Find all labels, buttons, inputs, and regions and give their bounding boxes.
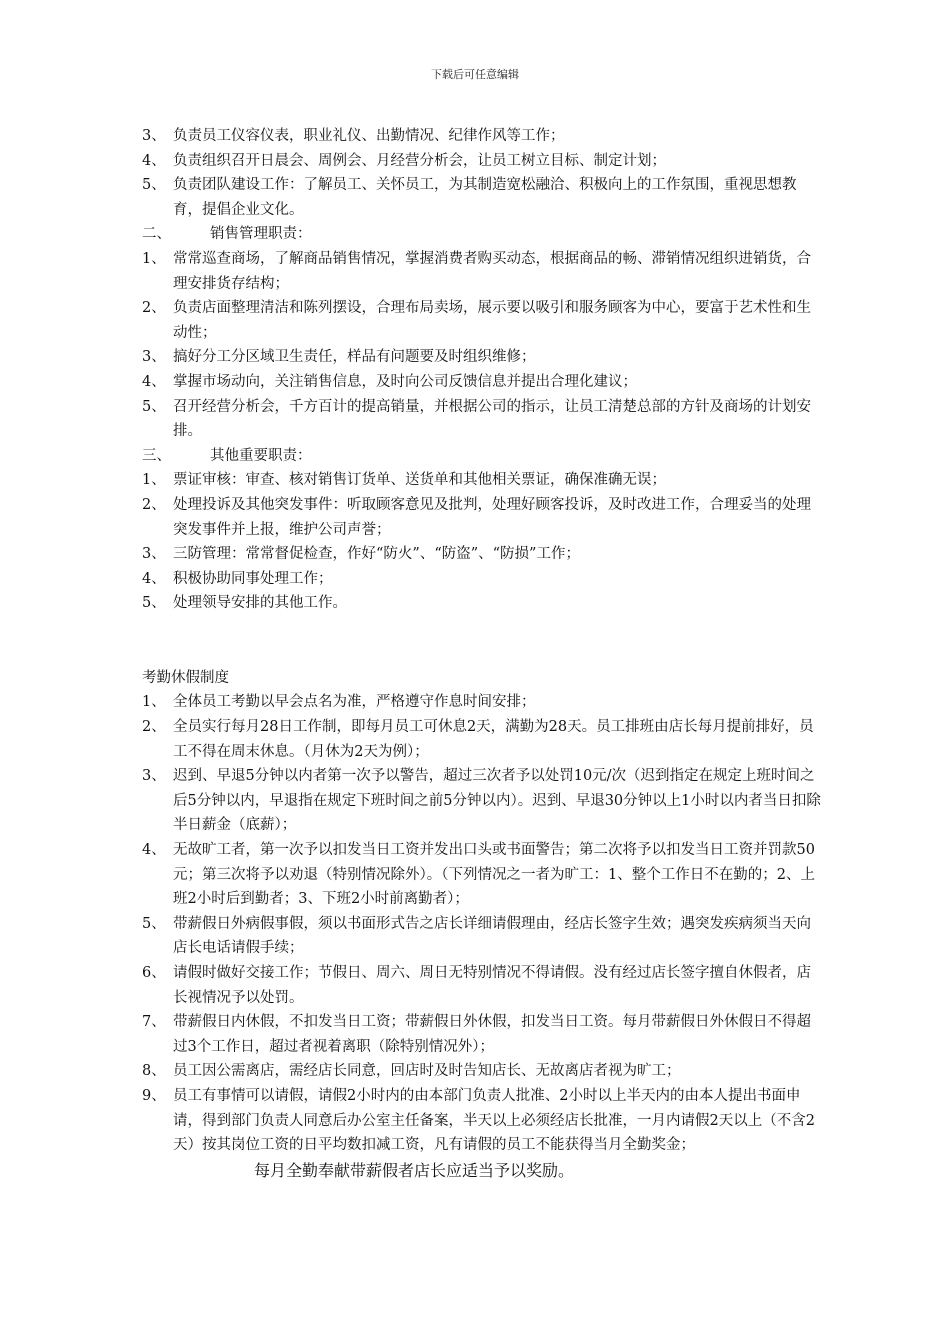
item-text: 带薪假日内休假，不扣发当日工资；带薪假日外休假，扣发当日工资。每月带薪假日外休假日不得超过3个工作日，超过者视着离职（除特别情况外）； <box>173 1014 811 1055</box>
item-text: 常常巡查商场，了解商品销售情况，掌握消费者购买动态，根据商品的畅、滞销情况组织进销货，合理安排货存结构； <box>173 250 811 292</box>
section-title: 其他重要职责： <box>210 447 312 464</box>
list-item <box>142 124 822 149</box>
list-item <box>142 370 822 395</box>
item-text: 迟到、早退5分钟以内者第一次予以警告，超过三次者予以处罚10元/次（迟到指定在规定上班时间之后5分钟以内，早退指在规定下班时间之前5分钟以内）。迟到、早退30分钟以上1小时以内者当日扣除半日薪金（底薪）； <box>173 768 821 834</box>
item-number: 4、 <box>142 570 166 587</box>
item-text: 员工有事情可以请假，请假2小时内的由本部门负责人批准、2小时以上半天内的由本人提出书面申请，得到部门负责人同意后办公室主任备案，半天以上必须经店长批准，一月内请假2天以上（不含2天）按其岗位工资的日平均数扣减工资，凡有请假的员工不能获得当月全勤奖金； <box>173 1087 815 1154</box>
section-heading-other <box>142 444 822 469</box>
list-item <box>142 468 822 493</box>
item-text: 带薪假日外病假事假，须以书面形式告之店长详细请假理由，经店长签字生效；遇突发疾病须当天向店长电话请假手续； <box>173 915 811 957</box>
list-item <box>142 149 822 174</box>
item-number: 1、 <box>142 472 166 489</box>
item-number: 8、 <box>142 1063 166 1080</box>
page-header: 下载后可任意编辑 <box>431 68 519 81</box>
list-item <box>142 591 822 616</box>
item-number: 3、 <box>142 768 166 785</box>
item-number: 4、 <box>142 373 166 390</box>
list-item <box>142 345 822 370</box>
item-number: 9、 <box>142 1087 166 1104</box>
item-text: 票证审核：审查、核对销售订货单、送货单和其他相关票证，确保准确无误； <box>173 472 666 489</box>
item-number: 1、 <box>142 694 166 711</box>
list-item <box>142 567 822 592</box>
list-item <box>142 493 822 542</box>
list-item <box>142 912 822 961</box>
section-heading-sales <box>142 222 822 247</box>
section-number: 三、 <box>142 447 171 464</box>
item-text: 负责员工仪容仪表，职业礼仪、出勤情况、纪律作风等工作； <box>173 128 565 144</box>
item-text: 掌握市场动向，关注销售信息，及时向公司反馈信息并提出合理化建议； <box>173 373 637 390</box>
item-number: 5、 <box>142 915 166 932</box>
list-item <box>142 395 822 444</box>
section-title: 销售管理职责： <box>210 226 312 243</box>
item-number: 5、 <box>142 177 166 194</box>
closing-note: 每月全勤奉献带薪假者店长应适当予以奖励。 <box>254 1160 575 1180</box>
item-text: 召开经营分析会，千方百计的提高销量，并根据公司的指示，让员工清楚总部的方针及商场的计划安排。 <box>173 398 811 440</box>
list-item <box>142 690 822 715</box>
item-text: 请假时做好交接工作；节假日、周六、周日无特别情况不得请假。没有经过店长签字擅自休假者，店长视情况予以处罚。 <box>173 965 811 1006</box>
item-text: 全员实行每月28日工作制，即每月员工可休息2天，满勤为28天。员工排班由店长每月提前排好，员工不得在周末休息。（月休为2天为例）； <box>173 719 814 760</box>
item-number: 2、 <box>142 719 166 736</box>
document-body <box>142 124 822 1184</box>
item-number: 5、 <box>142 595 166 612</box>
item-text: 员工因公需离店，需经店长同意，回店时及时告知店长、无故离店者视为旷工； <box>173 1063 681 1080</box>
item-text: 负责店面整理清洁和陈列摆设，合理布局卖场，展示要以吸引和服务顾客为中心，要富于艺术性和生动性； <box>173 300 811 341</box>
item-number: 2、 <box>142 300 166 317</box>
item-text: 三防管理：常常督促检查，作好“防火”、“防盗”、“防损”工作； <box>173 546 580 563</box>
list-item <box>142 247 822 296</box>
item-number: 4、 <box>142 842 166 859</box>
item-text: 负责组织召开日晨会、周例会、月经营分析会，让员工树立目标、制定计划； <box>173 152 666 169</box>
item-text: 全体员工考勤以早会点名为准，严格遵守作息时间安排； <box>173 694 536 711</box>
item-text: 处理领导安排的其他工作。 <box>173 595 347 612</box>
list-item <box>142 1059 822 1084</box>
item-text: 处理投诉及其他突发事件：听取顾客意见及批判，处理好顾客投诉，及时改进工作，合理妥当的处理突发事件并上报，维护公司声誉； <box>173 496 811 538</box>
item-number: 1、 <box>142 250 166 267</box>
list-item <box>142 715 822 764</box>
spacer <box>142 616 822 666</box>
attendance-title: 考勤休假制度 <box>142 669 229 686</box>
item-number: 7、 <box>142 1014 166 1031</box>
item-number: 3、 <box>142 349 166 366</box>
list-item <box>142 961 822 1010</box>
list-item <box>142 838 822 912</box>
item-number: 5、 <box>142 398 166 415</box>
item-number: 3、 <box>142 546 166 563</box>
item-text: 积极协助同事处理工作； <box>173 570 333 587</box>
list-item <box>142 1010 822 1059</box>
item-text: 负责团队建设工作：了解员工、关怀员工，为其制造宽松融洽、积极向上的工作氛围，重视思想教育，提倡企业文化。 <box>173 177 797 218</box>
list-item <box>142 764 822 838</box>
item-number: 2、 <box>142 496 166 513</box>
item-number: 3、 <box>142 128 166 144</box>
item-number: 4、 <box>142 152 166 169</box>
section-number: 二、 <box>142 226 171 243</box>
item-text: 无故旷工者，第一次予以扣发当日工资并发出口头或书面警告；第二次将予以扣发当日工资并罚款50元；第三次将予以劝退（特别情况除外）。（下列情况之一者为旷工：1、整个工作日不在勤的；2、上班2小时后到勤者；3、下班2小时前离勤者）； <box>173 842 815 908</box>
item-number: 6、 <box>142 965 166 981</box>
item-text: 搞好分工分区域卫生责任，样品有问题要及时组织维修； <box>173 349 536 366</box>
list-item <box>142 173 822 222</box>
list-item <box>142 1084 822 1158</box>
list-item <box>142 296 822 345</box>
list-item <box>142 542 822 567</box>
